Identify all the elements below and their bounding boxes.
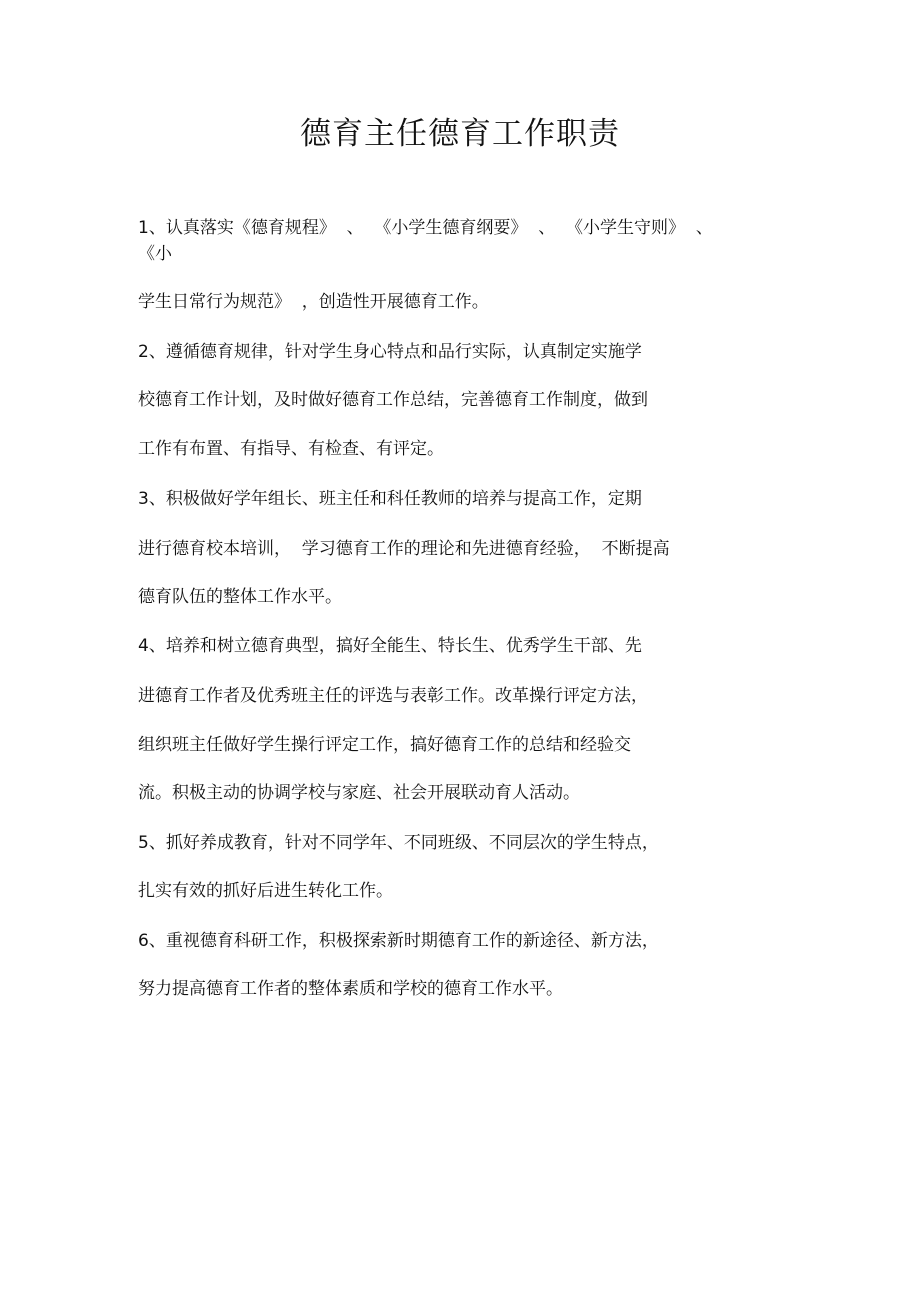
text-line: 努力提高德育工作者的整体素质和学校的德育工作水平。: [138, 979, 563, 999]
text-line: 6、重视德育科研工作，积极探索新时期德育工作的新途径、新方法，: [138, 931, 659, 951]
text-line: 3、积极做好学年组长、班主任和科任教师的培养与提高工作，定期: [138, 489, 642, 509]
text-line: 《小: [138, 244, 172, 264]
text-line: 2、遵循德育规律，针对学生身心特点和品行实际，认真制定实施学: [138, 342, 642, 362]
page-title: 德育主任德育工作职责: [300, 116, 620, 152]
text-line: 流。积极主动的协调学校与家庭、社会开展联动育人活动。: [138, 783, 580, 803]
text-line: 进行德育校本培训， 学习德育工作的理论和先进德育经验， 不断提高: [138, 539, 670, 559]
text-line: 组织班主任做好学生操行评定工作，搞好德育工作的总结和经验交: [138, 735, 631, 755]
text-line: 4、培养和树立德育典型，搞好全能生、特长生、优秀学生干部、先: [138, 636, 642, 656]
text-line: 扎实有效的抓好后进生转化工作。: [138, 881, 393, 901]
text-line: 工作有布置、有指导、有检查、有评定。: [138, 439, 444, 459]
text-line: 5、抓好养成教育，针对不同学年、不同班级、不同层次的学生特点，: [138, 833, 659, 853]
text-line: 校德育工作计划，及时做好德育工作总结，完善德育工作制度，做到: [138, 390, 648, 410]
text-line: 学生日常行为规范》 ，创造性开展德育工作。: [138, 292, 489, 312]
text-line: 进德育工作者及优秀班主任的评选与表彰工作。改革操行评定方法，: [138, 686, 648, 706]
text-line: 1、认真落实《德育规程》 、 《小学生德育纲要》 、 《小学生守则》 、: [138, 218, 713, 238]
text-line: 德育队伍的整体工作水平。: [138, 587, 342, 607]
